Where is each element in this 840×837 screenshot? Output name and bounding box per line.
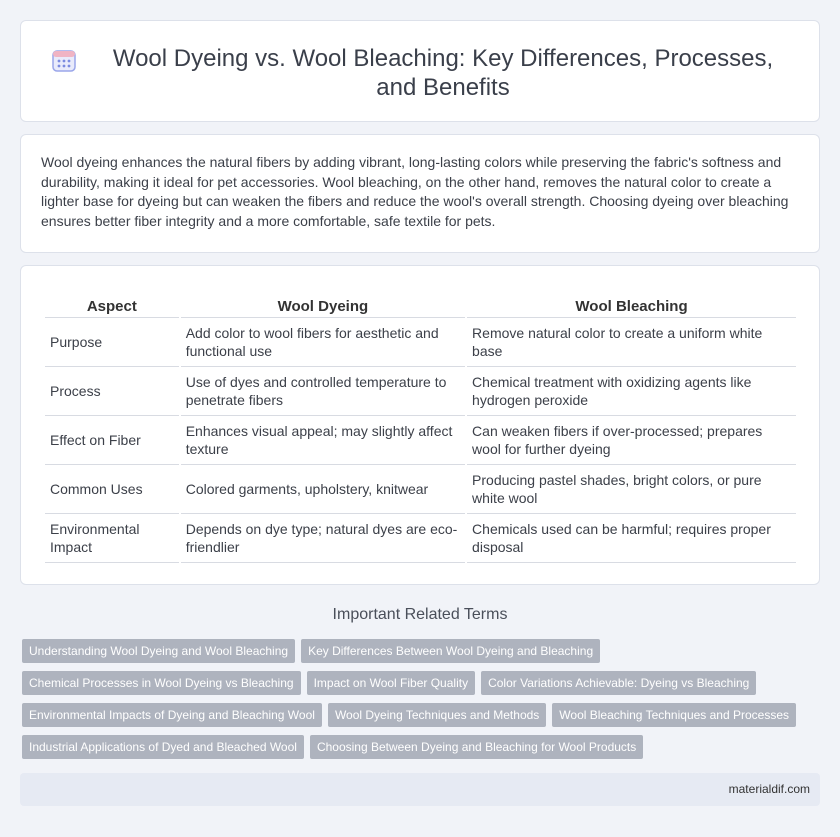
related-terms-list bbox=[22, 639, 822, 759]
comparison-table-card bbox=[20, 265, 820, 585]
table-header-row bbox=[45, 296, 796, 318]
row-bleaching: Chemicals used can be harmful; requires proper disposal bbox=[467, 514, 796, 563]
comparison-table bbox=[43, 296, 798, 563]
row-dyeing: Add color to wool fibers for aesthetic and functional use bbox=[181, 318, 465, 367]
related-term-tag[interactable]: Choosing Between Dyeing and Bleaching for Wool Products bbox=[310, 735, 643, 759]
row-aspect: Purpose bbox=[45, 318, 179, 367]
page-title: Wool Dyeing vs. Wool Bleaching: Key Differences, Processes, and Benefits bbox=[112, 45, 774, 101]
table-row bbox=[45, 416, 796, 465]
table-row bbox=[45, 465, 796, 514]
related-term-tag[interactable]: Wool Bleaching Techniques and Processes bbox=[552, 703, 796, 727]
related-term-tag[interactable]: Key Differences Between Wool Dyeing and Bleaching bbox=[301, 639, 600, 663]
table-row bbox=[45, 514, 796, 563]
table-row bbox=[45, 367, 796, 416]
row-bleaching: Remove natural color to create a uniform white base bbox=[467, 318, 796, 367]
row-aspect: Process bbox=[45, 367, 179, 416]
footer bbox=[20, 773, 820, 806]
row-aspect: Environmental Impact bbox=[45, 514, 179, 563]
related-term-tag[interactable]: Industrial Applications of Dyed and Bleached Wool bbox=[22, 735, 304, 759]
related-term-tag[interactable]: Chemical Processes in Wool Dyeing vs Bleaching bbox=[22, 671, 301, 695]
row-bleaching: Can weaken fibers if over-processed; prepares wool for further dyeing bbox=[467, 416, 796, 465]
row-aspect: Common Uses bbox=[45, 465, 179, 514]
row-dyeing: Use of dyes and controlled temperature to penetrate fibers bbox=[181, 367, 465, 416]
header-card bbox=[20, 20, 820, 122]
table-row bbox=[45, 318, 796, 367]
header-aspect: Aspect bbox=[45, 296, 179, 318]
row-aspect: Effect on Fiber bbox=[45, 416, 179, 465]
header-wool-dyeing: Wool Dyeing bbox=[181, 296, 465, 318]
row-dyeing: Depends on dye type; natural dyes are eco-friendlier bbox=[181, 514, 465, 563]
related-term-tag[interactable]: Understanding Wool Dyeing and Wool Bleaching bbox=[22, 639, 295, 663]
related-term-tag[interactable]: Wool Dyeing Techniques and Methods bbox=[328, 703, 546, 727]
related-term-tag[interactable]: Impact on Wool Fiber Quality bbox=[307, 671, 476, 695]
calendar-icon bbox=[51, 47, 77, 73]
row-dyeing: Colored garments, upholstery, knitwear bbox=[181, 465, 465, 514]
intro-card bbox=[20, 134, 820, 253]
row-bleaching: Producing pastel shades, bright colors, or pure white wool bbox=[467, 465, 796, 514]
related-terms-title: Important Related Terms bbox=[332, 606, 508, 623]
site-name[interactable]: materialdif.com bbox=[728, 782, 810, 796]
row-dyeing: Enhances visual appeal; may slightly affect texture bbox=[181, 416, 465, 465]
intro-paragraph: Wool dyeing enhances the natural fibers by adding vibrant, long-lasting colors while preserving the fabric's softness and durability, making it ideal for pet accessories. Wool bleaching, on the other hand, removes the natural color to create a lighter base for dyeing but can weaken the fibers and reduce the wool's overall strength. Choosing dyeing over bleaching ensures better fiber integrity and a more comfortable, safe textile for pets. bbox=[41, 154, 789, 229]
row-bleaching: Chemical treatment with oxidizing agents like hydrogen peroxide bbox=[467, 367, 796, 416]
related-term-tag[interactable]: Environmental Impacts of Dyeing and Bleaching Wool bbox=[22, 703, 322, 727]
related-term-tag[interactable]: Color Variations Achievable: Dyeing vs Bleaching bbox=[481, 671, 756, 695]
header-wool-bleaching: Wool Bleaching bbox=[467, 296, 796, 318]
